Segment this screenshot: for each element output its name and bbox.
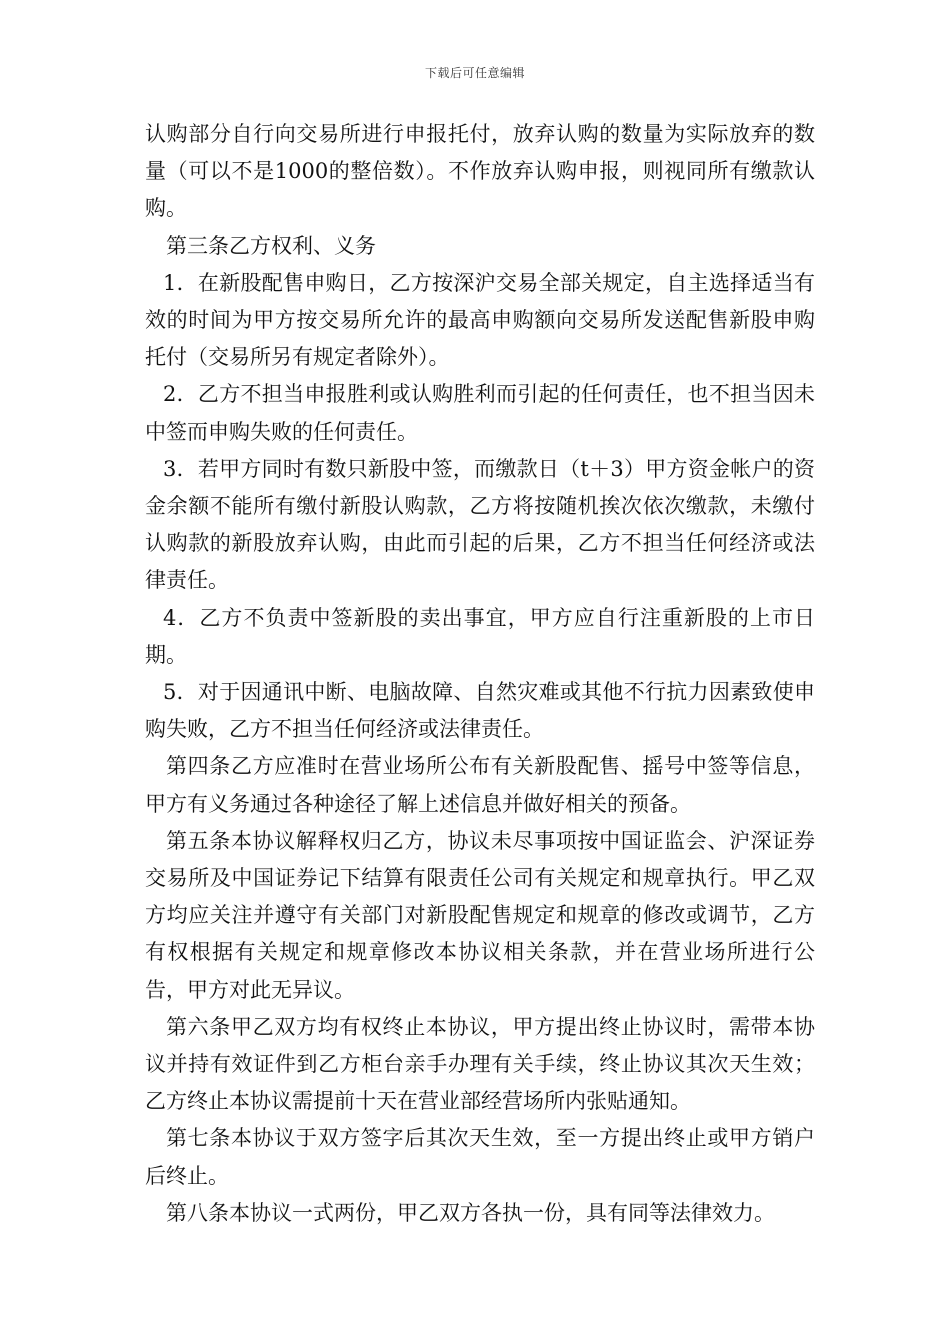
article-6: 第六条甲乙双方均有权终止本协议，甲方提出终止协议时，需带本协议并持有效证件到乙方柜台亲手办理有关手续，终止协议其次天生效；乙方终止本协议需提前十天在营业部经营场所内张贴通知。 — [145, 1014, 815, 1114]
article-3-item-4: 4．乙方不负责中签新股的卖出事宜，甲方应自行注重新股的上市日期。 — [145, 605, 815, 667]
article-5: 第五条本协议解释权归乙方，协议未尽事项按中国证监会、沪深证券交易所及中国证券记下结算有限责任公司有关规定和规章执行。甲乙双方均应关注并遵守有关部门对新股配售规定和规章的修改或调节，乙方有权根据有关规定和规章修改本协议相关条款，并在营业场所进行公告，甲方对此无异议。 — [145, 828, 815, 1002]
article-4: 第四条乙方应准时在营业场所公布有关新股配售、摇号中签等信息，甲方有义务通过各种途径了解上述信息并做好相关的预备。 — [145, 754, 815, 816]
article-8: 第八条本协议一式两份，甲乙双方各执一份，具有同等法律效力。 — [166, 1200, 775, 1225]
article-3-item-2: 2．乙方不担当申报胜利或认购胜利而引起的任何责任，也不担当因未中签而申购失败的任何责任。 — [145, 382, 815, 444]
paragraph-subscription-continued: 认购部分自行向交易所进行申报托付，放弃认购的数量为实际放弃的数量（可以不是1000的整倍数）。不作放弃认购申报，则视同所有缴款认购。 — [145, 122, 815, 221]
article-3-item-1: 1．在新股配售申购日，乙方按深沪交易全部关规定，自主选择适当有效的时间为甲方按交易所允许的最高申购额向交易所发送配售新股申购托付（交易所另有规定者除外）。 — [145, 270, 815, 370]
page-header-note: 下载后可任意编辑 — [424, 66, 525, 80]
article-3-heading: 第三条乙方权利、义务 — [166, 233, 376, 258]
article-3-item-5: 5．对于因通讯中断、电脑故障、自然灾难或其他不行抗力因素致使申购失败，乙方不担当任何经济或法律责任。 — [145, 680, 815, 742]
article-3-item-3: 3．若甲方同时有数只新股中签，而缴款日（t＋3）甲方资金帐户的资金余额不能所有缴付新股认购款，乙方将按随机挨次依次缴款，未缴付认购款的新股放弃认购，由此而引起的后果，乙方不担当任何经济或法律责任。 — [145, 456, 815, 593]
document-body — [145, 116, 815, 1232]
article-7: 第七条本协议于双方签字后其次天生效，至一方提出终止或甲方销户后终止。 — [145, 1126, 815, 1188]
